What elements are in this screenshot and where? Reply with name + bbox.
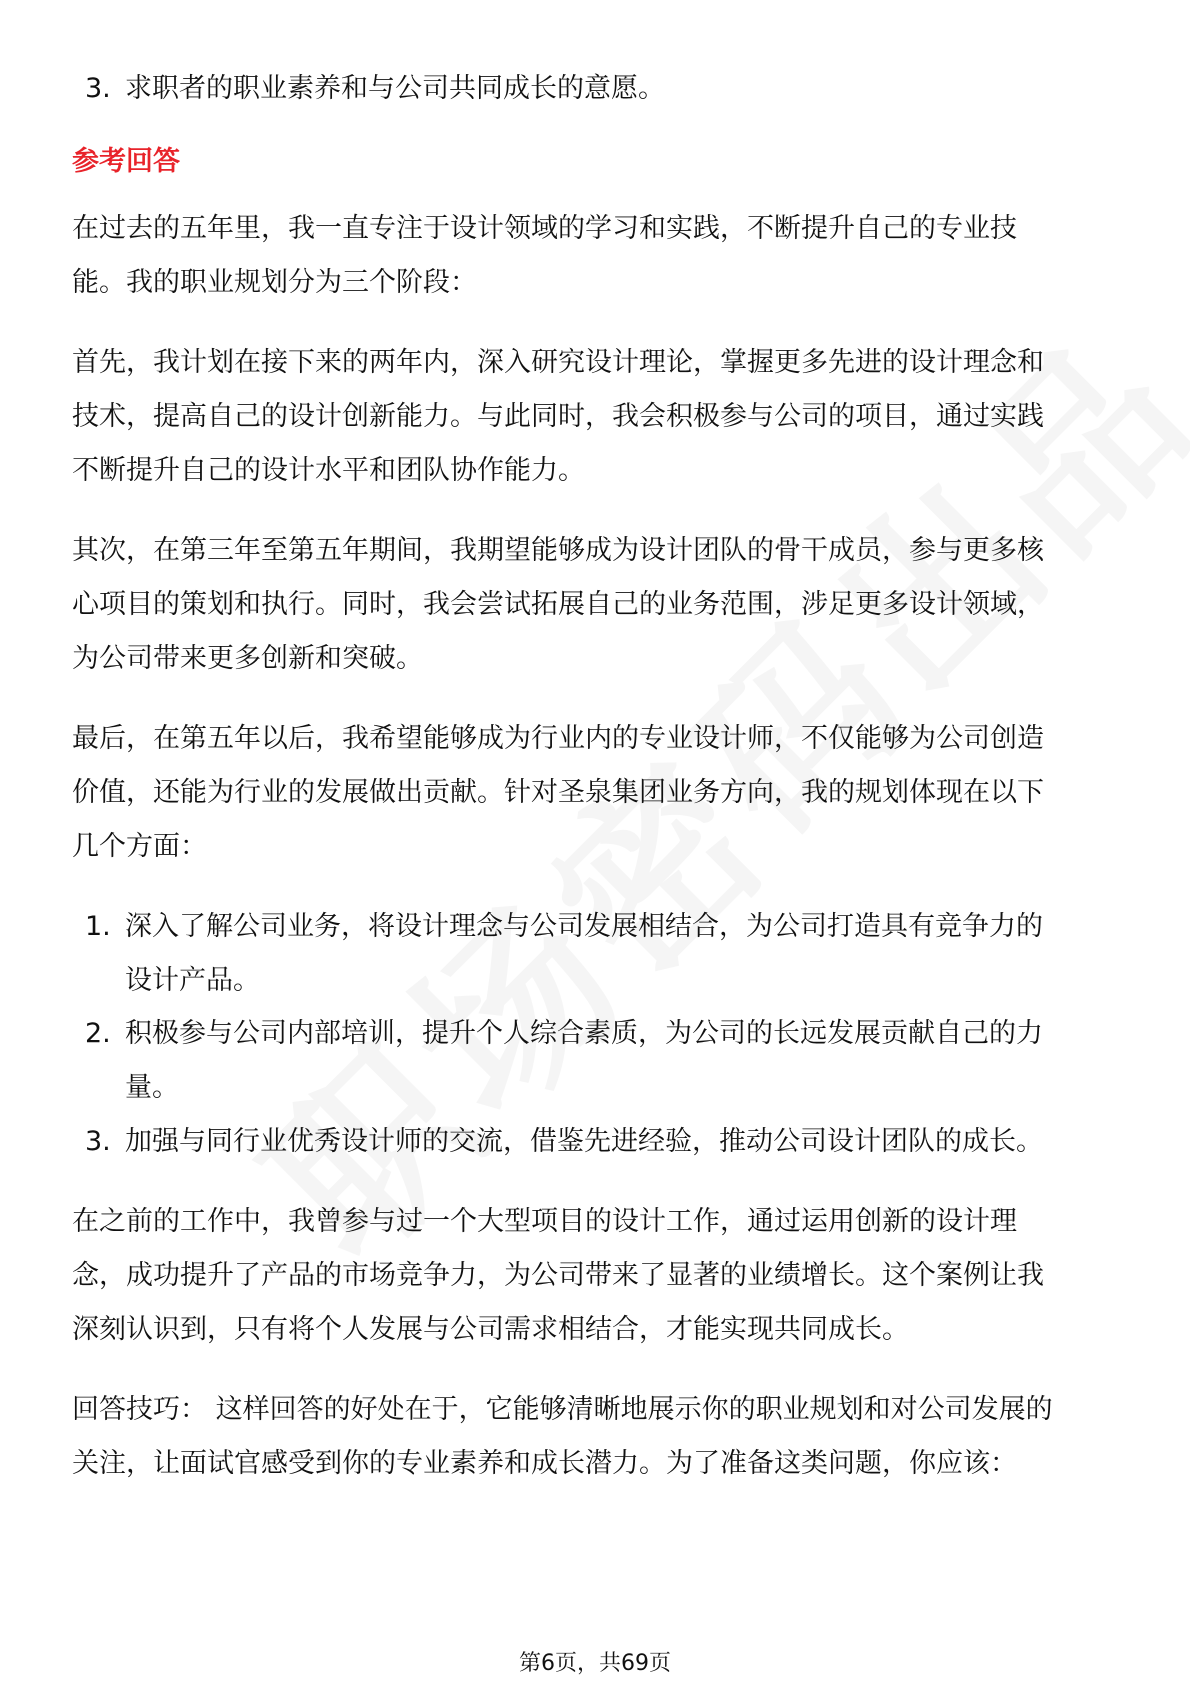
- paragraph-line: 为公司带来更多创新和突破。: [72, 643, 423, 674]
- section-heading: 参考回答: [72, 146, 180, 177]
- paragraph-line: 关注，让面试官感受到你的专业素养和成长潜力。为了准备这类问题，你应该：: [72, 1448, 1017, 1479]
- list-number: 3.: [85, 1126, 111, 1157]
- paragraph-line: 念，成功提升了产品的市场竞争力，为公司带来了显著的业绩增长。这个案例让我: [72, 1260, 1044, 1291]
- list-number: 2.: [85, 1018, 111, 1049]
- paragraph-line: 价值，还能为行业的发展做出贡献。针对圣泉集团业务方向，我的规划体现在以下: [72, 777, 1044, 808]
- list-item-text: 求职者的职业素养和与公司共同成长的意愿。: [125, 73, 665, 104]
- paragraph-line: 几个方面：: [72, 831, 207, 862]
- page-footer: 第6页，共69页: [519, 1651, 671, 1676]
- list-item-text: 加强与同行业优秀设计师的交流，借鉴先进经验，推动公司设计团队的成长。: [125, 1126, 1043, 1157]
- paragraph-line: 回答技巧： 这样回答的好处在于，它能够清晰地展示你的职业规划和对公司发展的: [72, 1394, 1053, 1425]
- list-item-text: 量。: [125, 1072, 179, 1103]
- paragraph-line: 深刻认识到，只有将个人发展与公司需求相结合，才能实现共同成长。: [72, 1314, 909, 1345]
- paragraph-line: 最后，在第五年以后，我希望能够成为行业内的专业设计师，不仅能够为公司创造: [72, 723, 1044, 754]
- paragraph-line: 心项目的策划和执行。同时，我会尝试拓展自己的业务范围，涉足更多设计领域，: [72, 589, 1044, 620]
- paragraph-line: 其次，在第三年至第五年期间，我期望能够成为设计团队的骨干成员，参与更多核: [72, 535, 1044, 566]
- list-number: 3.: [85, 73, 111, 104]
- paragraph-line: 在过去的五年里，我一直专注于设计领域的学习和实践，不断提升自己的专业技: [72, 213, 1017, 244]
- paragraph-line: 首先，我计划在接下来的两年内，深入研究设计理论，掌握更多先进的设计理念和: [72, 347, 1044, 378]
- paragraph-line: 不断提升自己的设计水平和团队协作能力。: [72, 455, 585, 486]
- list-item-text: 设计产品。: [125, 965, 260, 996]
- paragraph-line: 在之前的工作中，我曾参与过一个大型项目的设计工作，通过运用创新的设计理: [72, 1206, 1017, 1237]
- paragraph-line: 能。我的职业规划分为三个阶段：: [72, 267, 477, 298]
- paragraph-line: 技术，提高自己的设计创新能力。与此同时，我会积极参与公司的项目，通过实践: [72, 401, 1044, 432]
- list-item-text: 积极参与公司内部培训，提升个人综合素质，为公司的长远发展贡献自己的力: [125, 1018, 1043, 1049]
- list-item-text: 深入了解公司业务，将设计理念与公司发展相结合，为公司打造具有竞争力的: [125, 911, 1043, 942]
- list-number: 1.: [85, 911, 111, 942]
